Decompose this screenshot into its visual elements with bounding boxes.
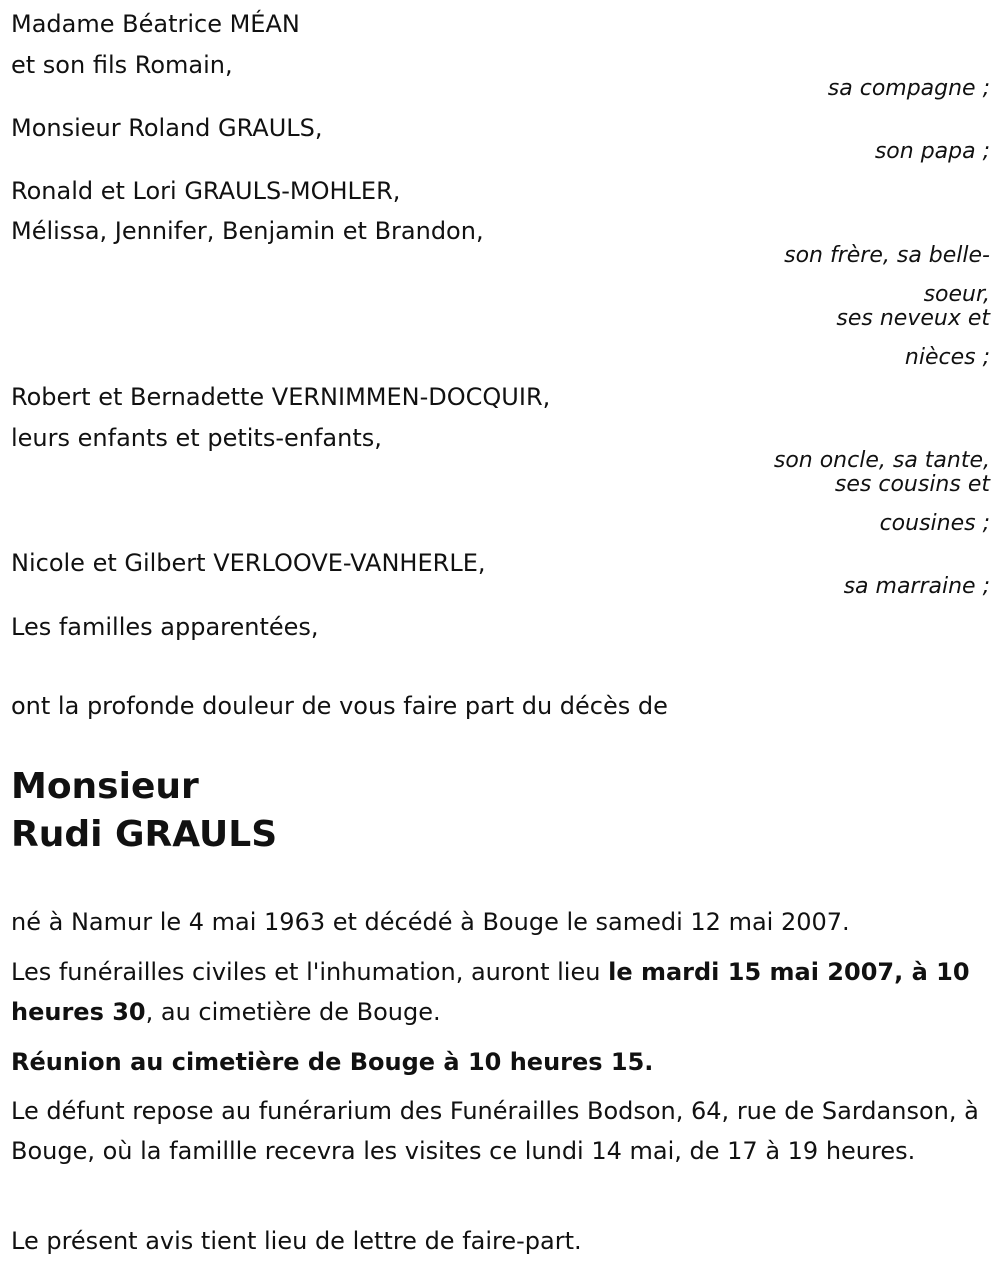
family-line-mean: Madame Béatrice MÉAN bbox=[11, 10, 300, 38]
relation-frere-line1: son frère, sa belle- bbox=[784, 243, 990, 268]
relation-marraine: sa marraine ; bbox=[843, 574, 990, 599]
family-line-apparentees: Les familles apparentées, bbox=[11, 613, 319, 641]
family-line-vernimmen: Robert et Bernadette VERNIMMEN-DOCQUIR, bbox=[11, 383, 551, 411]
relation-oncle-line3: cousines ; bbox=[879, 511, 990, 536]
relation-oncle-line2: ses cousins et bbox=[834, 472, 990, 497]
relation-oncle-line1: son oncle, sa tante, bbox=[773, 448, 990, 473]
relation-papa: son papa ; bbox=[874, 139, 990, 164]
family-line-romain: et son fils Romain, bbox=[11, 51, 233, 79]
deceased-name: Rudi GRAULS bbox=[11, 814, 278, 855]
funeral-text-pre: Les funérailles civiles et l'inhumation, auront lieu bbox=[11, 958, 609, 986]
funeral-text-post: , au cimetière de Bouge. bbox=[145, 998, 441, 1026]
funeral-date-time: le mardi 15 mai 2007, à 10 heures 30 bbox=[11, 958, 970, 1026]
family-line-verloove: Nicole et Gilbert VERLOOVE-VANHERLE, bbox=[11, 549, 486, 577]
announcement-text: ont la profonde douleur de vous faire part du décès de bbox=[11, 692, 668, 720]
family-line-melissa: Mélissa, Jennifer, Benjamin et Brandon, bbox=[11, 217, 484, 245]
meeting-text: Réunion au cimetière de Bouge à 10 heures 15. bbox=[11, 1048, 654, 1076]
family-line-roland: Monsieur Roland GRAULS, bbox=[11, 114, 323, 142]
relation-frere-line4: nièces ; bbox=[904, 345, 990, 370]
relation-frere-line2: soeur, bbox=[923, 282, 990, 307]
relation-frere-line3: ses neveux et bbox=[836, 306, 990, 331]
family-line-enfants: leurs enfants et petits-enfants, bbox=[11, 424, 382, 452]
birth-death-text: né à Namur le 4 mai 1963 et décédé à Bouge le samedi 12 mai 2007. bbox=[11, 908, 850, 936]
notice-text: Le présent avis tient lieu de lettre de faire-part. bbox=[11, 1227, 582, 1255]
rest-paragraph: Le défunt repose au funérarium des Funérailles Bodson, 64, rue de Sardanson, à Bouge, où la famillle recevra les visites ce lundi 14 mai, de 17 à 19 heures. bbox=[11, 1097, 979, 1165]
family-line-ronald: Ronald et Lori GRAULS-MOHLER, bbox=[11, 177, 401, 205]
relation-compagne: sa compagne ; bbox=[827, 76, 990, 101]
deceased-title: Monsieur bbox=[11, 766, 199, 807]
funeral-paragraph bbox=[11, 952, 991, 1032]
